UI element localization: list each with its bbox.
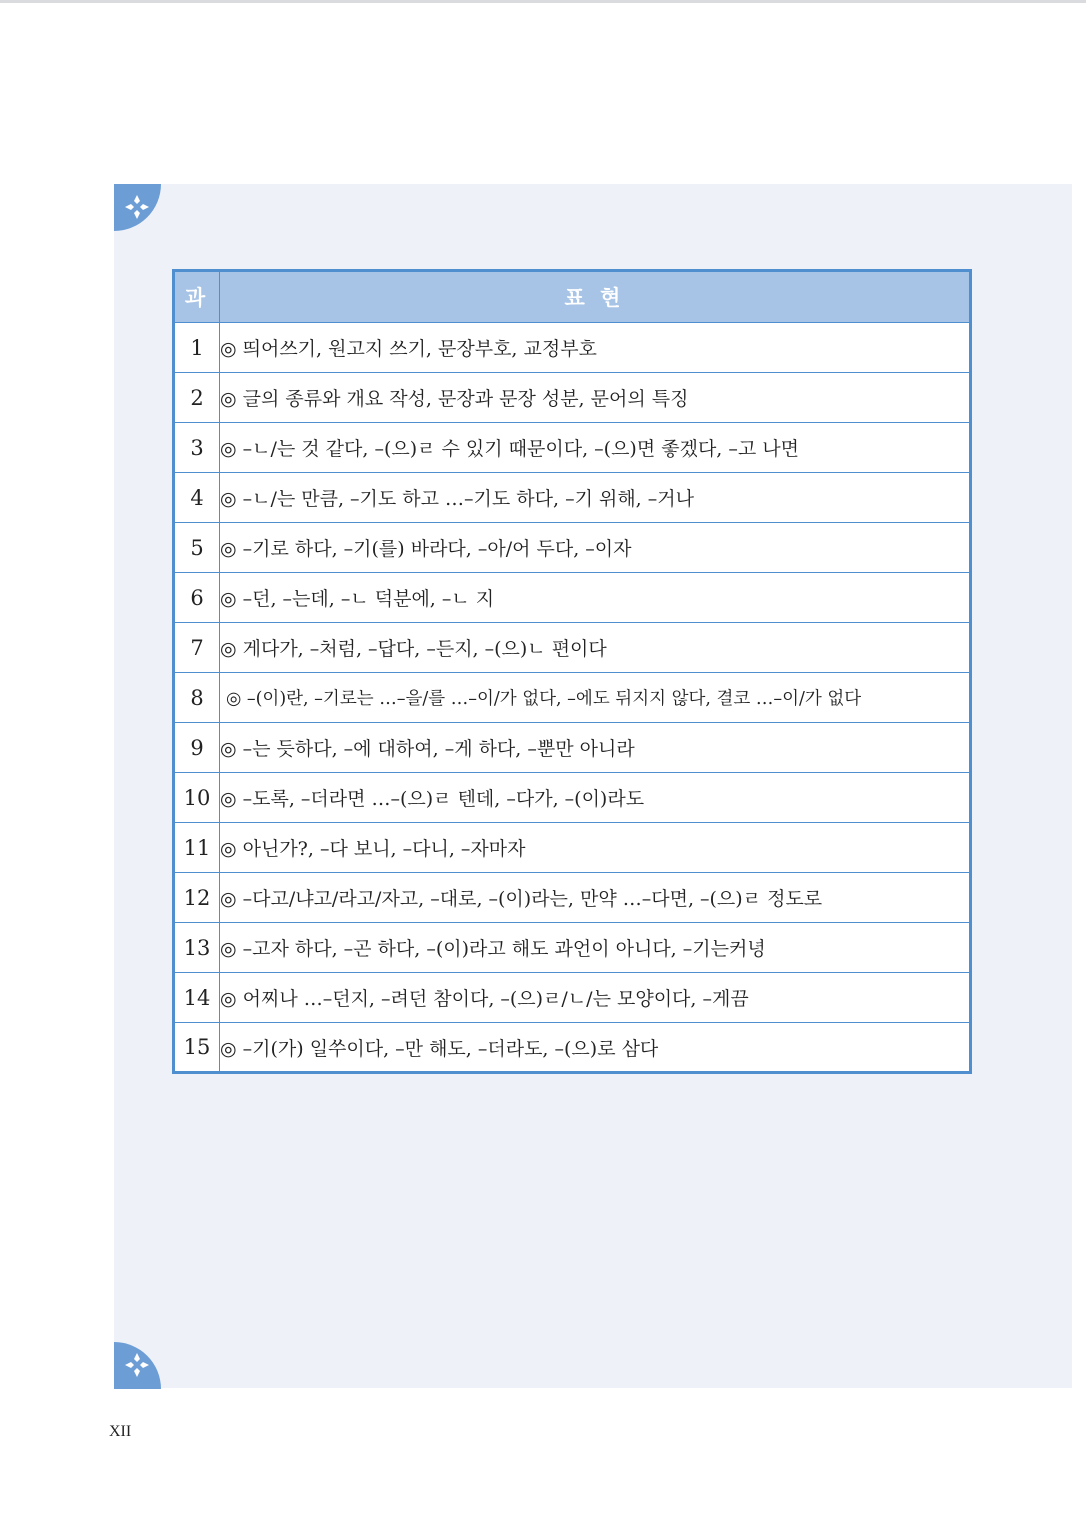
lesson-number: 6: [174, 573, 220, 623]
table-row: [174, 873, 971, 923]
table-row: [174, 823, 971, 873]
lesson-number: 7: [174, 623, 220, 673]
lesson-number: 5: [174, 523, 220, 573]
lesson-expressions: ◎ –다고/냐고/라고/자고, –대로, –(이)라는, 만약 …–다면, –(으)ㄹ 정도로: [220, 873, 971, 923]
table-row: [174, 373, 971, 423]
lesson-expressions: ◎ –ㄴ/는 만큼, –기도 하고 …–기도 하다, –기 위해, –거나: [220, 473, 971, 523]
table-row: [174, 523, 971, 573]
lesson-number: 13: [174, 923, 220, 973]
lesson-number: 1: [174, 323, 220, 373]
table-row: [174, 623, 971, 673]
lesson-expressions: ◎ –(이)란, –기로는 …–을/를 …–이/가 없다, –에도 뒤지지 않다, 결코 …–이/가 없다: [220, 673, 971, 723]
lesson-number: 10: [174, 773, 220, 823]
lesson-expressions: ◎ 아닌가?, –다 보니, –다니, –자마자: [220, 823, 971, 873]
expression-table: [172, 269, 972, 1074]
table-row: [174, 673, 971, 723]
lesson-expressions: ◎ –기로 하다, –기(를) 바라다, –아/어 두다, –이자: [220, 523, 971, 573]
lesson-number: 15: [174, 1023, 220, 1073]
table-row: [174, 723, 971, 773]
lesson-number: 14: [174, 973, 220, 1023]
table-row: [174, 423, 971, 473]
header-lesson: 과: [174, 271, 220, 323]
table-row: [174, 973, 971, 1023]
table-row: [174, 773, 971, 823]
lesson-number: 2: [174, 373, 220, 423]
header-expression: 표 현: [220, 271, 971, 323]
lesson-number: 9: [174, 723, 220, 773]
lesson-expressions: ◎ –고자 하다, –곤 하다, –(이)라고 해도 과언이 아니다, –기는커녕: [220, 923, 971, 973]
table-row: [174, 573, 971, 623]
table-row: [174, 323, 971, 373]
lesson-number: 3: [174, 423, 220, 473]
lesson-expressions: ◎ 글의 종류와 개요 작성, 문장과 문장 성분, 문어의 특징: [220, 373, 971, 423]
lesson-expressions: ◎ –기(가) 일쑤이다, –만 해도, –더라도, –(으)로 삼다: [220, 1023, 971, 1073]
four-diamond-flower-icon: [122, 192, 152, 222]
lesson-expressions: ◎ –는 듯하다, –에 대하여, –게 하다, –뿐만 아니라: [220, 723, 971, 773]
lesson-number: 11: [174, 823, 220, 873]
lesson-expressions: ◎ 띄어쓰기, 원고지 쓰기, 문장부호, 교정부호: [220, 323, 971, 373]
lesson-number: 4: [174, 473, 220, 523]
table-row: [174, 1023, 971, 1073]
four-diamond-flower-icon: [122, 1350, 152, 1380]
lesson-number: 12: [174, 873, 220, 923]
page-number: XII: [109, 1423, 132, 1440]
lesson-expressions: ◎ –도록, –더라면 …–(으)ㄹ 텐데, –다가, –(이)라도: [220, 773, 971, 823]
table-row: [174, 923, 971, 973]
top-divider: [0, 0, 1086, 3]
lesson-expressions: ◎ –ㄴ/는 것 같다, –(으)ㄹ 수 있기 때문이다, –(으)면 좋겠다, –고 나면: [220, 423, 971, 473]
lesson-expressions: ◎ –던, –는데, –ㄴ 덕분에, –ㄴ 지: [220, 573, 971, 623]
table-header-row: [174, 271, 971, 323]
lesson-expressions: ◎ 게다가, –처럼, –답다, –든지, –(으)ㄴ 편이다: [220, 623, 971, 673]
table-row: [174, 473, 971, 523]
lesson-number: 8: [174, 673, 220, 723]
lesson-expressions: ◎ 어찌나 …–던지, –려던 참이다, –(으)ㄹ/ㄴ/는 모양이다, –게끔: [220, 973, 971, 1023]
